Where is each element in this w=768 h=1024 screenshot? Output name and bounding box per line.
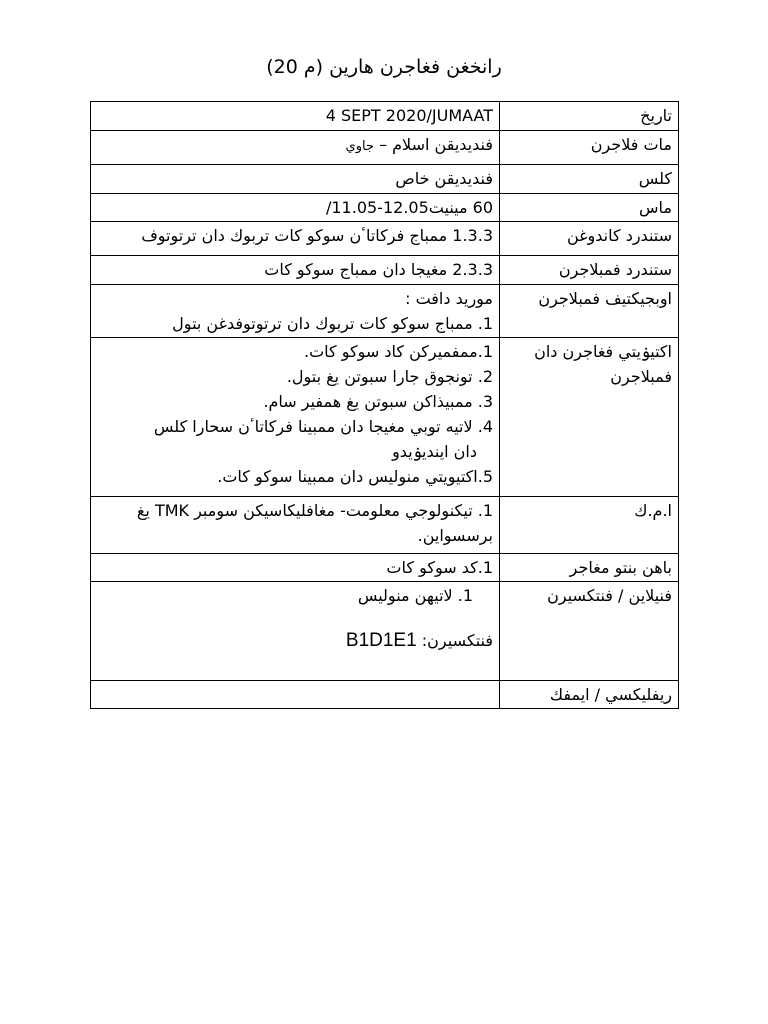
label-objektif: اوبجيكتيف فمبلاجرن (500, 285, 679, 338)
row-kelas (91, 165, 679, 194)
value-refleksi (91, 681, 500, 709)
label-masa: ماس (500, 194, 679, 222)
row-refleksi (91, 681, 679, 709)
value-standard-kandungan: 1.3.3 ممباج فركاتاٴن سوكو كات تربوك دان ترتوتوف (91, 222, 500, 256)
objective-item: 1. ممباج سوكو كات تربوك دان ترتوتوفدغن بتول (172, 314, 493, 333)
label-refleksi: ريفليكسي / ايمفك (500, 681, 679, 709)
value-masa: 60 مينيت12.05-11.05/ (91, 194, 500, 222)
value-penilaian (91, 582, 500, 681)
row-penilaian (91, 582, 679, 681)
row-emk (91, 497, 679, 554)
value-aktiviti (91, 338, 500, 497)
row-standard-pembelajaran (91, 256, 679, 285)
label-emk: ا.م.ك (500, 497, 679, 554)
value-kelas: فنديديقن خاص (91, 165, 500, 194)
value-emk: 1. تيكنولوجي معلومت- مغافليكاسيكن سومبر TMK يغ برسسواين. (91, 497, 500, 554)
row-masa (91, 194, 679, 222)
row-objektif (91, 285, 679, 338)
activity-item-continued: دان اينديۏيدو (392, 442, 477, 461)
date-text: 4 SEPT 2020/JUMAAT (325, 106, 493, 125)
row-mata-pelajaran (91, 131, 679, 165)
label-mata-pelajaran: مات فلاجرن (500, 131, 679, 165)
activity-item: 2. تونجوق جارا سبوتن يغ بتول. (286, 367, 493, 386)
activity-item: 1.ممفميركن كاد سوكو كات. (304, 342, 493, 361)
pentaksiran-label: فنتكسيرن: (421, 631, 493, 650)
label-aktiviti: اكتيۏيتي فغاجرن دان فمبلاجرن (500, 338, 679, 497)
value-tarikh (91, 102, 500, 131)
label-kelas: كلس (500, 165, 679, 194)
objective-intro: موريد دافت : (405, 289, 493, 308)
subject-text: فنديديقن اسلام – (379, 135, 493, 154)
label-penilaian: فنيلاين / فنتكسيرن (500, 582, 679, 681)
label-standard-pembelajaran: ستندرد فمبلاجرن (500, 256, 679, 285)
row-tarikh (91, 102, 679, 131)
label-standard-kandungan: ستندرد كاندوغن (500, 222, 679, 256)
activity-item: 3. ممبيذاكن سبوتن يغ همفير سام. (263, 392, 493, 411)
assessment-item: 1. لاتيهن منوليس (357, 586, 473, 605)
pentaksiran-line (97, 628, 493, 653)
activity-item: 4. لاتيه توبي مغيجا دان ممبينا فركاتاٴن سحارا كلس (153, 417, 493, 436)
value-standard-pembelajaran: 2.3.3 مغيجا دان ممباج سوكو كات (91, 256, 500, 285)
activity-item: 5.اكتيويتي منوليس دان ممبينا سوكو كات. (217, 467, 493, 486)
row-aktiviti (91, 338, 679, 497)
pentaksiran-code: B1D1E1 (345, 630, 417, 651)
label-tarikh: تاريخ (500, 102, 679, 131)
row-bahan (91, 554, 679, 582)
page-title: رانخغن فغاجرن هارين (م 20) (266, 56, 502, 78)
value-objektif (91, 285, 500, 338)
lesson-plan-table (90, 101, 679, 709)
value-bahan: 1.كد سوكو كات (91, 554, 500, 582)
subject-sub-text: جاوي (345, 139, 374, 154)
label-bahan: باهن بنتو مغاجر (500, 554, 679, 582)
value-mata-pelajaran (91, 131, 500, 165)
row-standard-kandungan (91, 222, 679, 256)
